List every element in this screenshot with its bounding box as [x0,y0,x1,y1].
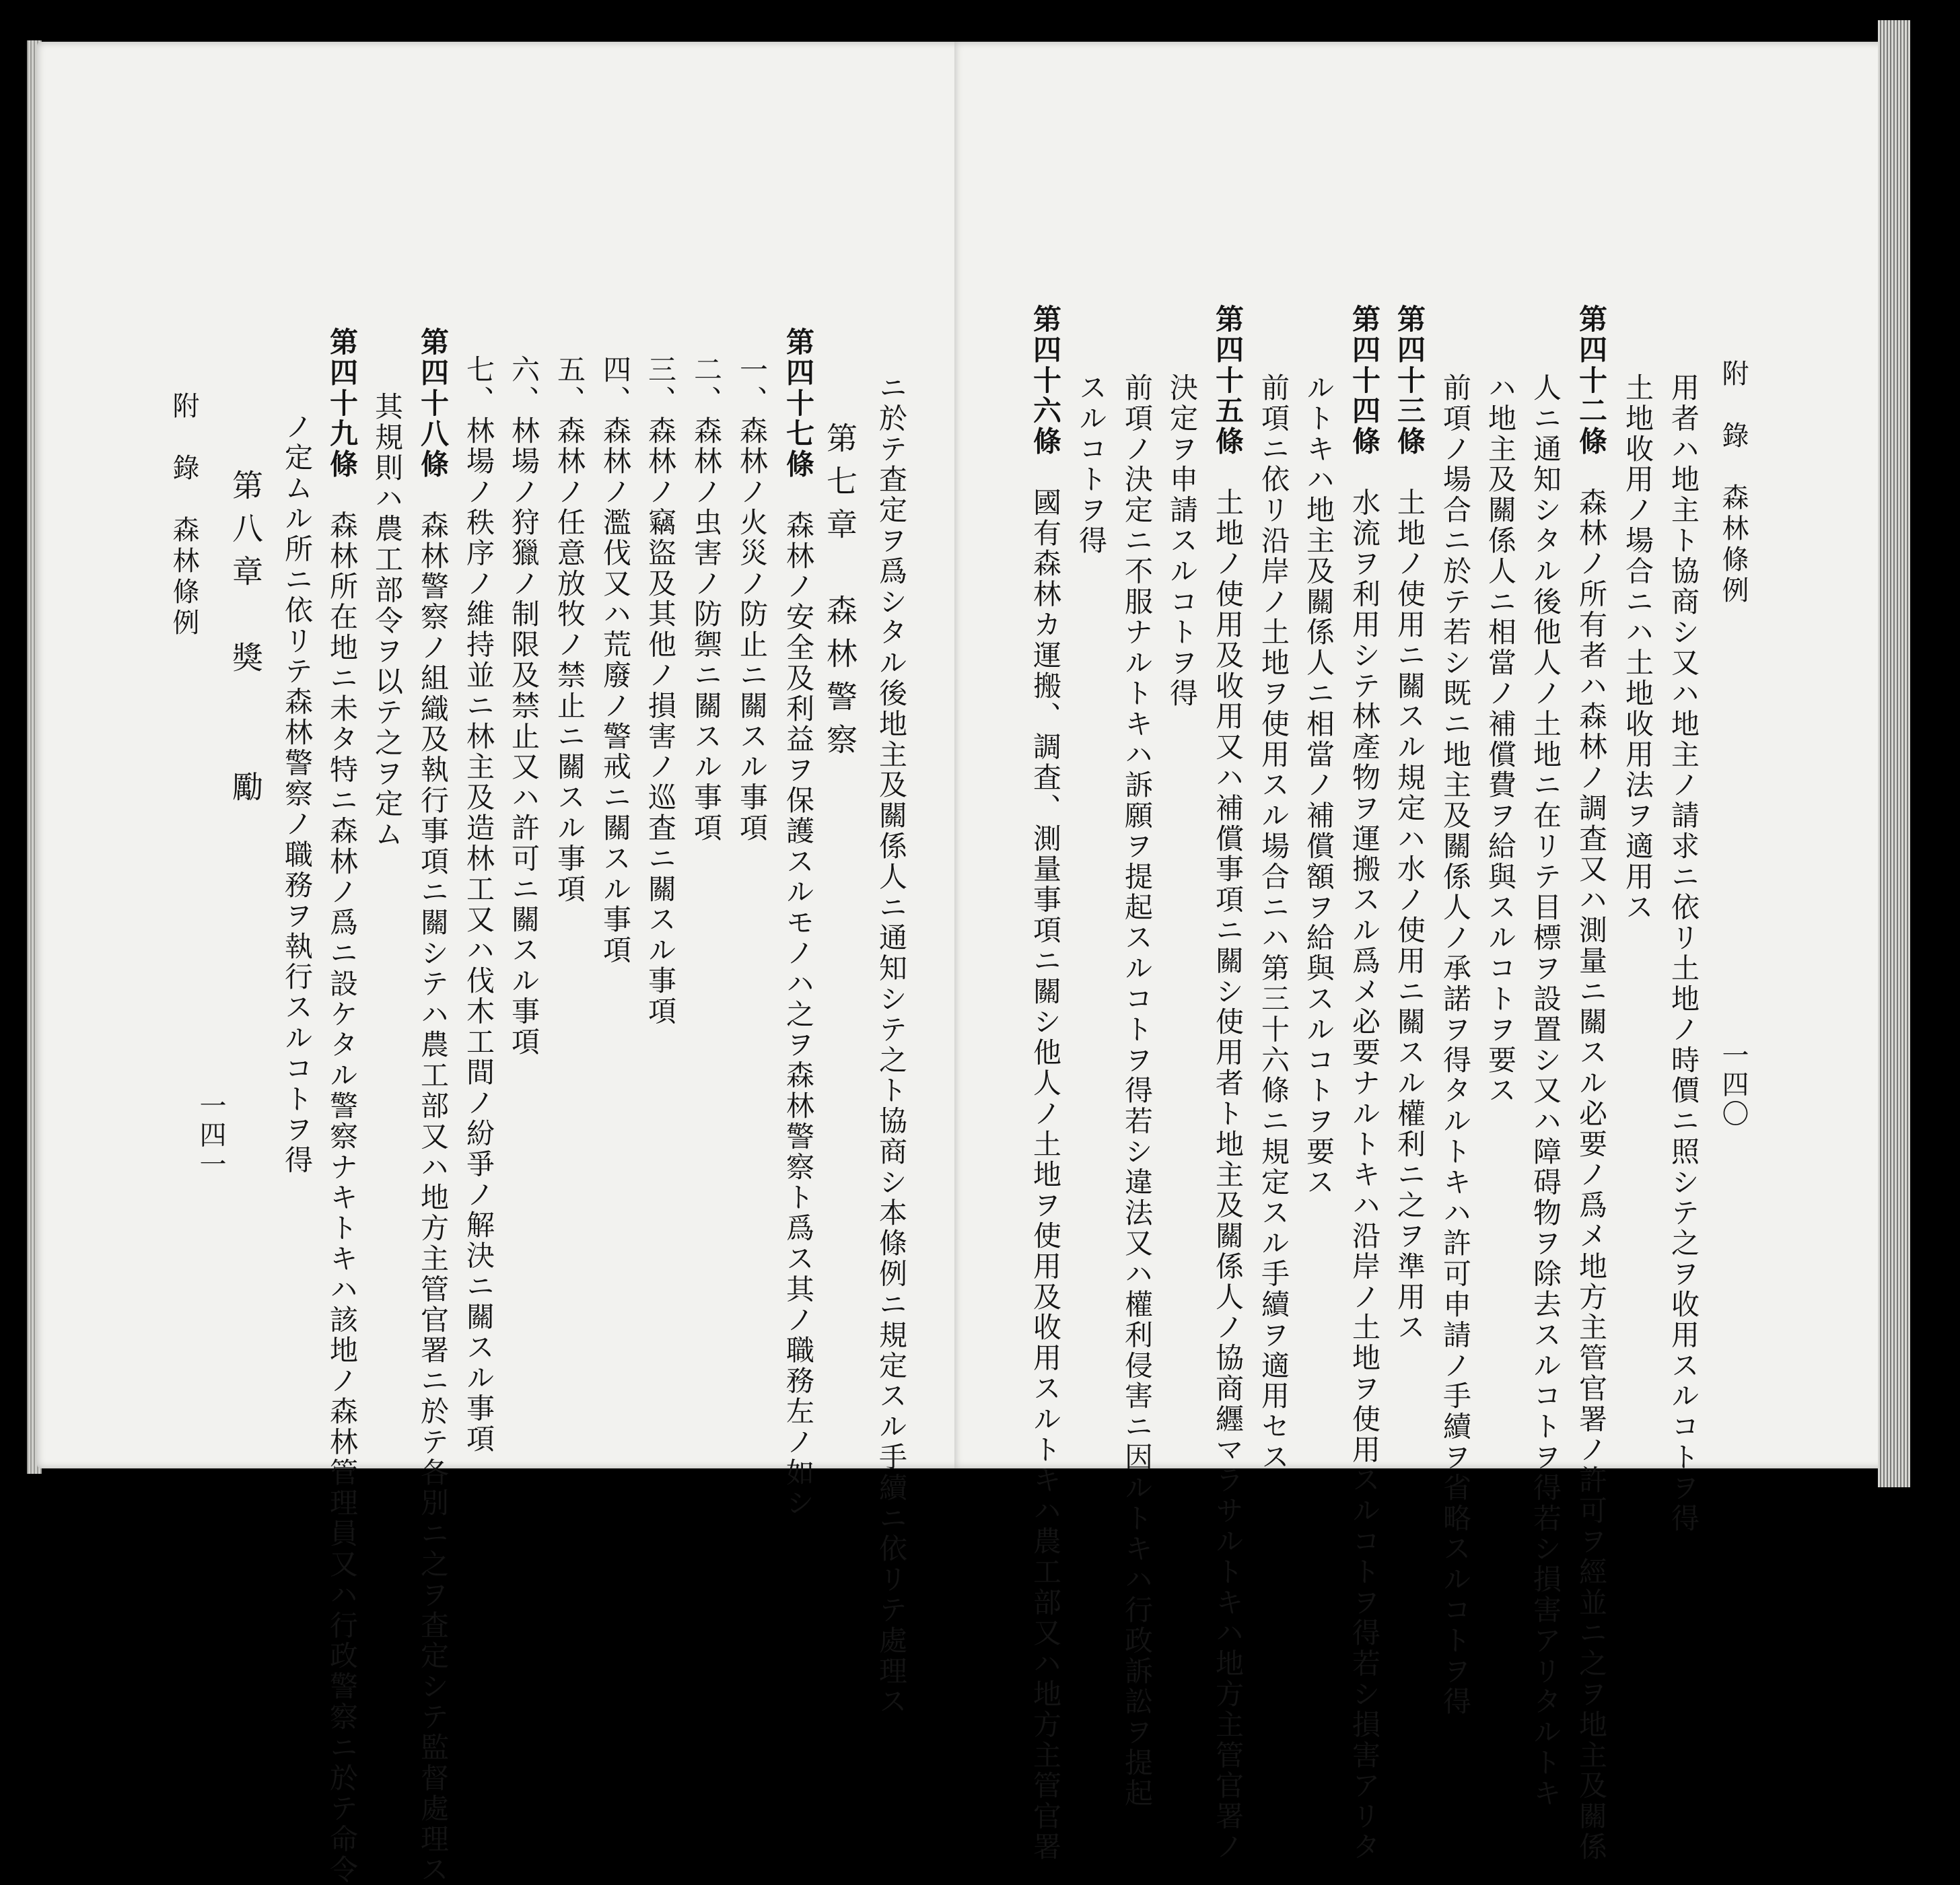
text-line: 其規則ハ農工部令ヲ以テ之ヲ定ム [371,392,404,850]
text-line: スルコトヲ得 [1075,373,1108,557]
text-line: 用者ハ地主ト協商シ又ハ地主ノ請求ニ依リ土地ノ時價ニ照シテ之ヲ收用スルコトヲ得 [1667,373,1700,1534]
text-line: ニ於テ査定ヲ爲シタル後地主及關係人ニ通知シテ之ト協商シ本條例ニ規定スル手續ニ依リテ處理ス [875,373,908,1717]
article-heading: 第四十四條 [1348,304,1381,457]
article-49: 第四十九條 森林所在地ニ未タ特ニ森林ノ爲ニ設ケタル警察ナキトキハ該地ノ森林管理員又ハ行政警察ニ於テ命令 [326,327,359,1885]
article-heading: 第四十八條 [417,327,450,480]
article-heading: 第四十九條 [326,327,359,480]
text-line: 前項ノ決定ニ不服ナルトキハ訴願ヲ提起スルコトヲ得若シ違法又ハ權利侵害ニ因ルトキハ行政訴訟ヲ提起 [1121,373,1154,1809]
running-header: 附 錄 森林條例 [1718,359,1749,607]
article-48: 第四十八條 森林警察ノ組織及執行事項ニ關シテハ農工部又ハ地方主管官署ニ於テ各別ニ之ヲ査定シテ監督處理ス [417,327,450,1885]
list-item: 四、森林ノ濫伐又ハ荒廢ノ警戒ニ關スル事項 [599,355,632,966]
text-line: 人ニ通知シタル後他人ノ土地ニ在リテ目標ヲ設置シ又ハ障碍物ヲ除去スルコトヲ得若シ損害アリタルトキ [1529,373,1562,1809]
text-line: ルトキハ地主及關係人ニ相當ノ補償額ヲ給與スルコトヲ要ス [1302,373,1335,1198]
text-line: ハ地主及關係人ニ相當ノ補償費ヲ給與スルコトヲ要ス [1484,373,1517,1106]
text-line: 土地收用ノ場合ニハ土地收用法ヲ適用ス [1621,373,1654,923]
article-44: 第四十四條 水流ヲ利用シテ林產物ヲ運搬スル爲メ必要ナルトキハ沿岸ノ土地ヲ使用スルコトヲ得若シ損害アリタ [1348,304,1381,1863]
article-heading: 第四十五條 [1212,304,1245,457]
running-footer: 附 錄 森林條例 [168,392,199,639]
article-45: 第四十五條 土地ノ使用及收用又ハ補償事項ニ關シ使用者ト地主及關係人ノ協商纒マラサルトキハ地方主管官署ノ [1212,304,1245,1863]
right-page [954,42,1903,1863]
page-number: 一四〇 [1718,1041,1749,1129]
article-heading: 第四十六條 [1029,304,1062,457]
right-page-edge [1878,20,1910,1487]
article-43: 第四十三條 土地ノ使用ニ關スル規定ハ水ノ使用ニ關スル權利ニ之ヲ準用ス [1393,304,1426,1343]
text-line: 決定ヲ申請スルコトヲ得 [1166,373,1199,709]
article-heading: 第四十三條 [1393,304,1426,457]
left-page [37,42,969,1885]
article-heading: 第四十七條 [782,327,815,480]
article-42: 第四十二條 森林ノ所有者ハ森林ノ調査又ハ測量ニ關スル必要ノ爲メ地方主管官署ノ許可ヲ經並ニ之ヲ地主及關係 [1575,304,1608,1863]
text-line: ノ定ムル所ニ依リテ森林警察ノ職務ヲ執行スルコトヲ得 [281,412,314,1176]
text-line: 前項ニ依リ沿岸ノ土地ヲ使用スル場合ニハ第三十六條ニ規定スル手續ヲ適用セス [1257,373,1290,1473]
list-item: 一、森林ノ火災ノ防止ニ關スル事項 [736,355,769,844]
text-line: 前項ノ場合ニ於テ若シ既ニ地主及關係人ノ承諾ヲ得タルトキハ許可申請ノ手續ヲ省略スルコトヲ得 [1439,373,1472,1717]
article-heading: 第四十二條 [1575,304,1608,457]
chapter-heading: 第七章 森林警察 [822,422,858,767]
list-item: 七、林場ノ秩序ノ維持並ニ林主及造林工又ハ伐木工間ノ紛爭ノ解決ニ關スル事項 [462,355,495,1455]
article-47: 第四十七條 森林ノ安全及利益ヲ保護スルモノハ之ヲ森林警察ト爲ス其ノ職務左ノ如シ [782,327,815,1519]
list-item: 六、林場ノ狩獵ノ制限及禁止又ハ許可ニ關スル事項 [508,355,540,1058]
article-46: 第四十六條 國有森林カ運搬、調査、測量事項ニ關シ他人ノ土地ヲ使用及收用スルトキハ農工部又ハ地方主管官署 [1029,304,1062,1863]
page-number: 一四一 [195,1092,226,1180]
list-item: 二、森林ノ虫害ノ防禦ニ關スル事項 [690,355,723,844]
list-item: 三、森林ノ竊盜及其他ノ損害ノ巡査ニ關スル事項 [644,355,677,1027]
chapter-heading: 第八章 獎 勵 [228,469,264,814]
list-item: 五、森林ノ任意放牧ノ禁止ニ關スル事項 [553,355,586,905]
